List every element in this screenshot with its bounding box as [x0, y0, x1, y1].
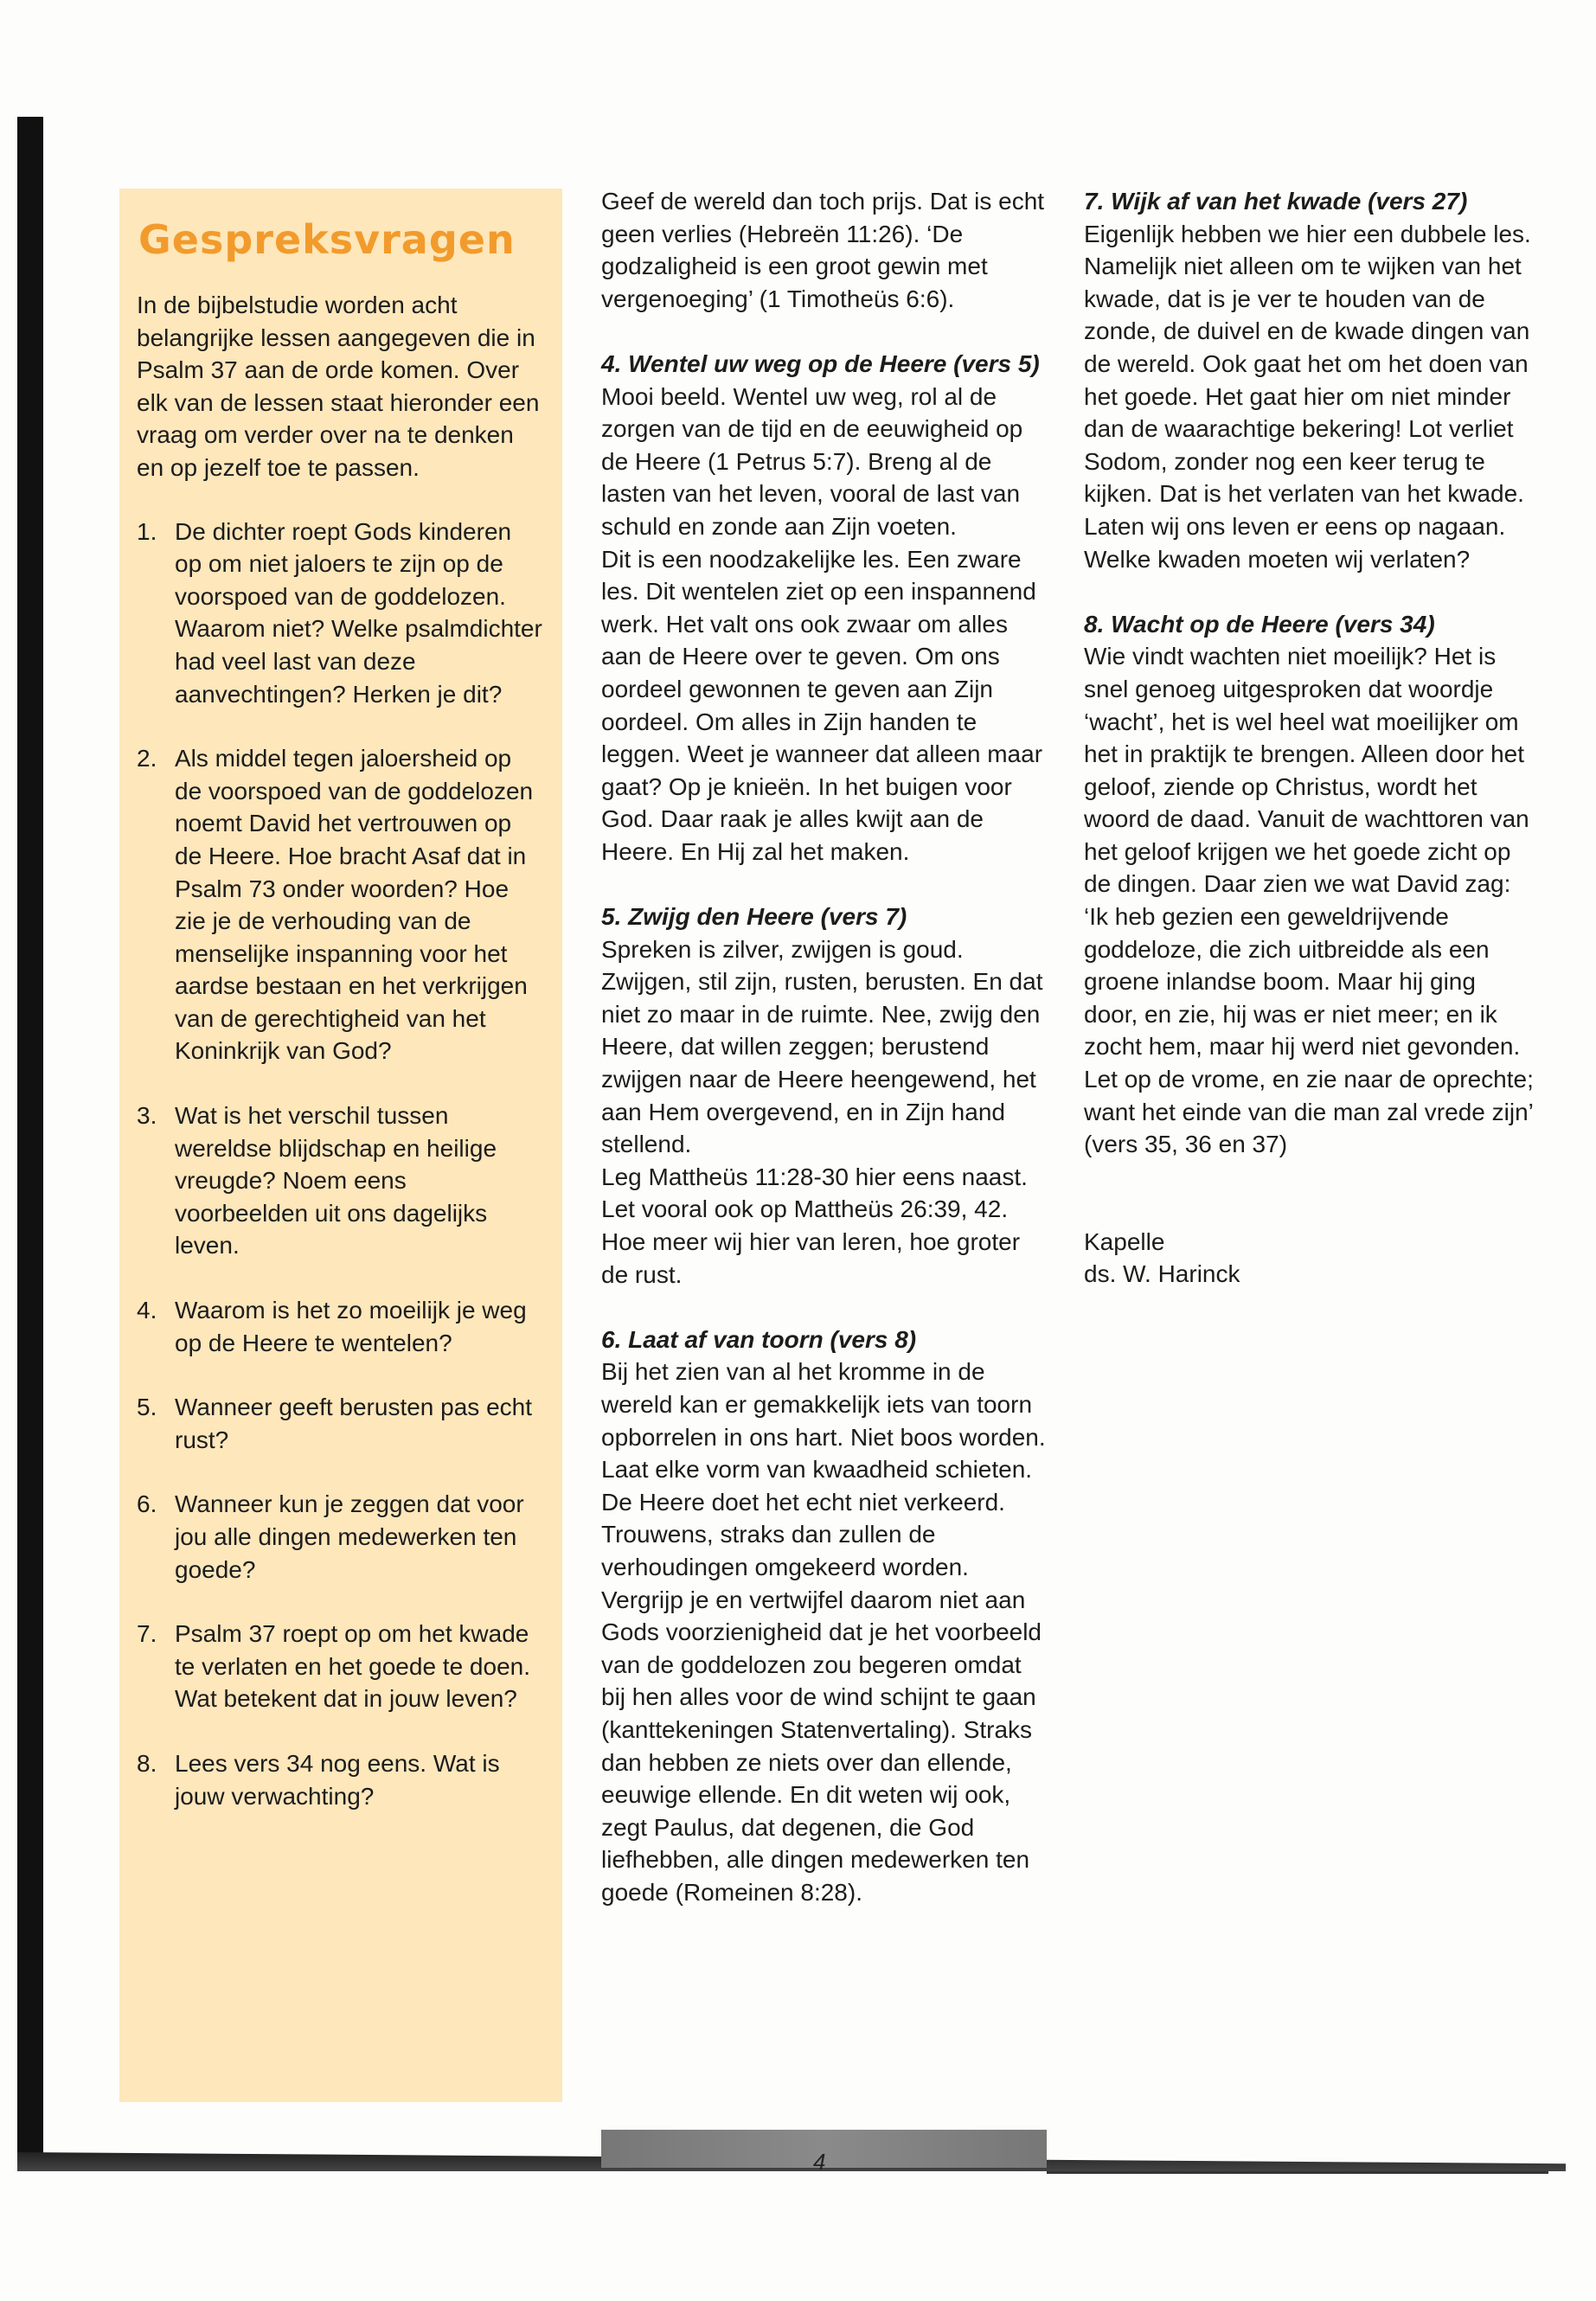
author-signature	[1084, 1226, 1534, 1291]
lesson-section	[601, 901, 1051, 1291]
sidebar-title: Gespreksvragen	[138, 216, 516, 263]
question-number: 4.	[137, 1297, 157, 1324]
question-item	[137, 1618, 545, 1715]
question-number: 8.	[137, 1749, 157, 1777]
question-number: 3.	[137, 1102, 157, 1130]
question-item	[137, 1747, 545, 1812]
lesson-section	[1084, 608, 1534, 1161]
question-list	[137, 516, 545, 1813]
lesson-heading: 4. Wentel uw weg op de Heere (vers 5)	[601, 349, 1040, 377]
article-column-middle	[601, 185, 1051, 1941]
article-column-right	[1084, 185, 1534, 1291]
question-text: De dichter roept Gods kinderen op om niet jaloers te zijn op de voorspoed van de goddelozen. Waarom niet? Welke psalmdichter had veel last van deze aanvechtingen? Herken je dit?	[175, 517, 542, 708]
lesson-paragraph: Mooi beeld. Wentel uw weg, rol al de zorgen van de tijd en de eeuwigheid op de Heere (1 Petrus 5:7). Breng al de lasten van het leven, vooral de last van schuld en zonde aan Zijn voeten.	[601, 382, 1023, 540]
question-text: Wanneer geeft berusten pas echt rust?	[175, 1394, 532, 1453]
question-item	[137, 1391, 545, 1456]
page-number: 4	[813, 2149, 826, 2175]
lesson-paragraph: Eigenlijk hebben we hier een dubbele les. Namelijk niet alleen om te wijken van het kwade, dat is je ver te houden van de zonde, de duivel en de kwade dingen van de wereld. Ook gaat het om het doen van het goede. Het gaat hier om niet minder dan de waarachtige bekering! Lot verliet Sodom, zonder nog een keer terug te kijken. Dat is het verlaten van het kwade. Laten wij ons leven er eens op nagaan. Welke kwaden moeten wij verlaten?	[1084, 220, 1531, 573]
question-text: Lees vers 34 nog eens. Wat is jouw verwachting?	[175, 1749, 500, 1810]
lesson-paragraph: Wie vindt wachten niet moeilijk? Het is snel genoeg uitgesproken dat woordje ‘wacht’, het is wel heel wat moeilijker om het in praktijk te brengen. Alleen door het geloof, ziende op Christus, wordt het woord de daad. Vanuit de wachttoren van het geloof krijgen we het goede zicht op de dingen. Daar zien we wat David zag: ‘Ik heb gezien een geweldrijvende goddeloze, die zich uitbreidde als een groene inlandse boom. Maar hij ging door, en zie, hij was er niet meer; en ik zocht hem, maar hij werd niet gevonden. Let op de vrome, en zie naar de oprechte; want het einde van die man zal vrede zijn’ (vers 35, 36 en 37)	[1084, 643, 1534, 1158]
lesson-paragraph: Bij het zien van al het kromme in de wereld kan er gemakkelijk iets van toorn opborrelen in ons hart. Niet boos worden. Laat elke vorm van kwaadheid schieten. De Heere doet het echt niet verkeerd. Trouwens, straks dan zullen de verhoudingen omgekeerd worden. Vergrijp je en vertwijfel daarom niet aan Gods voorzienigheid dat je het voorbeeld van de goddelozen zou begeren omdat bij hen alles voor de wind schijnt te gaan (kanttekeningen Statenvertaling). Straks dan hebben ze niets over dan ellende, eeuwige ellende. En dit weten wij ook, zegt Paulus, dat degenen, die God liefhebben, alle dingen medewerken ten goede (Romeinen 8:28).	[601, 1358, 1046, 1906]
page-edge-line	[1047, 2171, 1548, 2174]
page-edge-shadow-left	[17, 117, 43, 2163]
question-text: Waarom is het zo moeilijk je weg op de Heere te wentelen?	[175, 1297, 527, 1356]
lesson-heading: 5. Zwijg den Heere (vers 7)	[601, 903, 907, 931]
lesson-paragraph: Spreken is zilver, zwijgen is goud. Zwijgen, stil zijn, rusten, berusten. En dat niet zo maar in de ruimte. Nee, zwijg den Heere, dat willen zeggen; berustend zwijgen naar de Heere heengewend, het aan Hem overgevend, en in Zijn hand stellend.	[601, 935, 1043, 1158]
sidebar-intro: In de bijbelstudie worden acht belangrijke lessen aangegeven die in Psalm 37 aan de orde komen. Over elk van de lessen staat hieronder een vraag om verder over na te denken en op jezelf toe te passen.	[137, 292, 540, 481]
question-item	[137, 1099, 545, 1262]
signature-place: Kapelle	[1084, 1227, 1165, 1255]
discussion-questions-box	[119, 189, 562, 2102]
question-number: 6.	[137, 1490, 157, 1518]
question-text: Wat is het verschil tussen wereldse blijdschap en heilige vreugde? Noem eens voorbeelden uit ons dagelijks leven.	[175, 1102, 497, 1259]
lesson-heading: 7. Wijk af van het kwade (vers 27)	[1084, 188, 1468, 215]
question-item	[137, 516, 545, 711]
lesson-paragraph: Leg Mattheüs 11:28-30 hier eens naast. Let vooral ook op Mattheüs 26:39, 42. Hoe meer wij hier van leren, hoe groter de rust.	[601, 1163, 1028, 1288]
lesson-section	[601, 1324, 1051, 1909]
signature-author: ds. W. Harinck	[1084, 1260, 1240, 1288]
question-number: 5.	[137, 1394, 157, 1421]
lesson-heading: 8. Wacht op de Heere (vers 34)	[1084, 610, 1435, 638]
question-item	[137, 1294, 545, 1359]
question-item	[137, 1488, 545, 1586]
question-text: Psalm 37 roept op om het kwade te verlaten en het goede te doen. Wat betekent dat in jouw leven?	[175, 1620, 530, 1713]
lesson-section	[601, 348, 1051, 868]
question-number: 1.	[137, 517, 157, 545]
question-number: 2.	[137, 745, 157, 772]
lesson-section	[1084, 185, 1534, 575]
question-number: 7.	[137, 1620, 157, 1648]
question-text: Wanneer kun je zeggen dat voor jou alle dingen medewerken ten goede?	[175, 1490, 524, 1583]
lesson-heading: 6. Laat af van toorn (vers 8)	[601, 1325, 917, 1353]
lesson-paragraph: Dit is een noodzakelijke les. Een zware les. Dit wentelen ziet op een inspannend werk. Het valt ons ook zwaar om alles aan de Heere over te geven. Om ons oordeel gewonnen te geven aan Zijn oordeel. Om alles in Zijn handen te leggen. Weet je wanneer dat alleen maar gaat? Op je knieën. In het buigen voor God. Daar raak je alles kwijt aan de Heere. En Hij zal het maken.	[601, 545, 1043, 865]
question-item	[137, 742, 545, 1067]
question-text: Als middel tegen jaloersheid op de voorspoed van de goddelozen noemt David het vertrouwen op de Heere. Hoe bracht Asaf dat in Psalm 73 onder woorden? Hoe zie je de verhouding van de menselijke inspanning voor het aardse bestaan en het verkrijgen van de gerechtigheid van het Koninkrijk van God?	[175, 745, 534, 1065]
column-intro: Geef de wereld dan toch prijs. Dat is echt geen verlies (Hebreën 11:26). ‘De godzaligheid is een groot gewin met vergenoeging’ (1 Timotheüs 6:6).	[601, 188, 1045, 312]
